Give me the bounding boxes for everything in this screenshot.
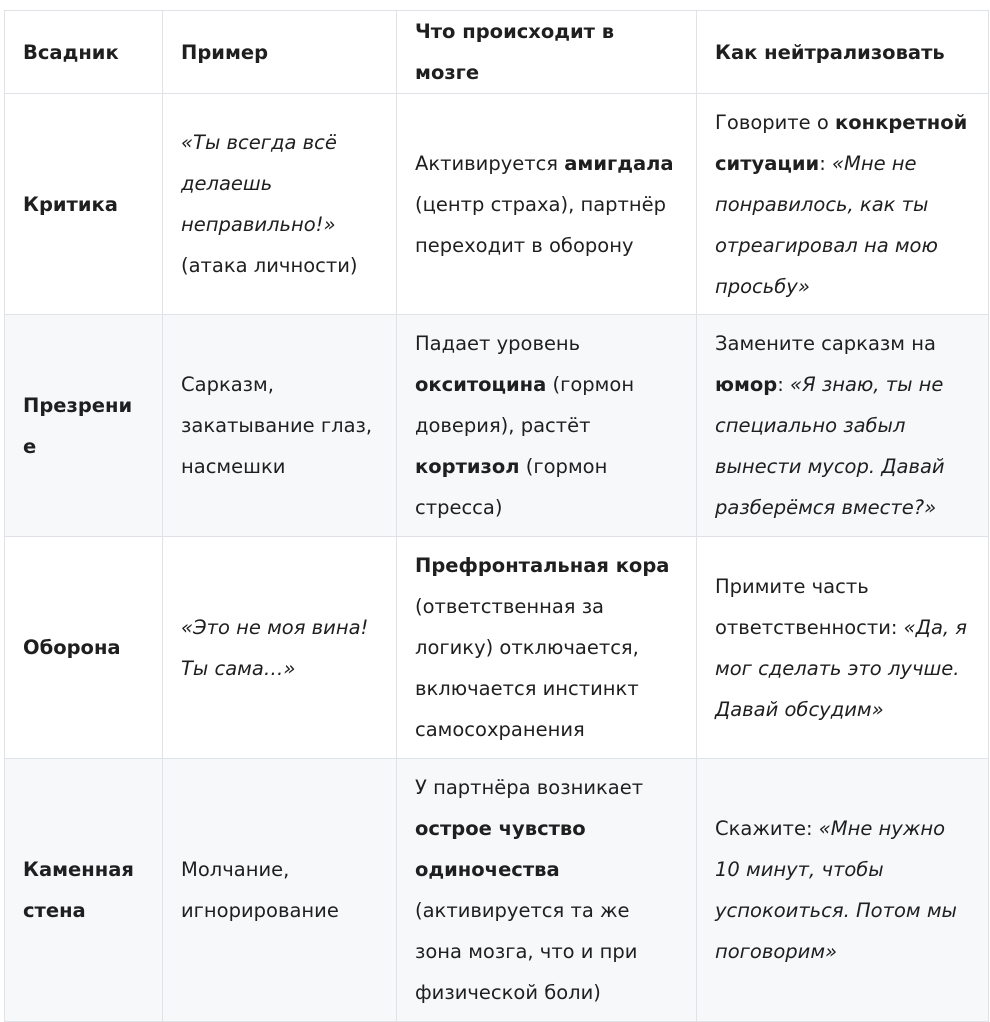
fix-quote: «Мне не понравилось, как ты отреагировал на мою просьбу» (715, 151, 938, 298)
brain-text: (гормон доверия), растёт (415, 373, 635, 437)
header-rider: Всадник (5, 11, 163, 94)
fix-cell (697, 94, 989, 315)
brain-term: окситоцина (415, 373, 547, 396)
example-cell (163, 537, 397, 759)
header-brain: Что происходит в мозге (397, 11, 697, 94)
rider-cell: Каменная стена (5, 759, 163, 1022)
horsemen-table (4, 10, 989, 1022)
brain-term: острое чувство одиночества (415, 817, 586, 881)
fix-term: юмор (715, 373, 778, 396)
fix-text: : (819, 151, 832, 175)
header-row (5, 11, 989, 94)
example-note: (атака личности) (181, 254, 358, 277)
brain-cell (397, 315, 697, 537)
brain-text: Активируется (415, 151, 565, 175)
example-cell: Сарказм, закатывание глаз, насмешки (163, 315, 397, 537)
fix-term: конкретной ситуации (715, 110, 968, 175)
brain-text: У партнёра возникает (415, 776, 644, 799)
brain-cell (397, 537, 697, 759)
brain-term: Префронтальная кора (415, 554, 670, 577)
fix-text: Скажите: (715, 817, 819, 840)
fix-text: Примите часть ответственности: (715, 574, 904, 639)
example-quote: «Ты всегда всё делаешь неправильно!» (181, 131, 337, 236)
fix-text: Замените сарказм на (715, 332, 936, 355)
example-cell: Молчание, игнорирование (163, 759, 397, 1022)
fix-cell (697, 537, 989, 759)
brain-text: (активируется та же зона мозга, что и при физической боли) (415, 899, 638, 1004)
rider-cell: Презрение (5, 315, 163, 537)
brain-text: (гормон стресса) (415, 455, 608, 519)
fix-quote: «Да, я мог сделать это лучше. Давай обсудим» (715, 615, 968, 721)
table-row (5, 537, 989, 759)
example-cell (163, 94, 397, 315)
header-example: Пример (163, 11, 397, 94)
brain-cell (397, 759, 697, 1022)
table-header (5, 11, 989, 94)
brain-term: амигдала (564, 151, 674, 175)
brain-text: (ответственная за логику) отключается, включается инстинкт самосохранения (415, 595, 639, 741)
brain-cell (397, 94, 697, 315)
fix-text: Говорите о (715, 110, 835, 134)
fix-cell (697, 759, 989, 1022)
header-fix: Как нейтрализовать (697, 11, 989, 94)
brain-text: (центр страха), партнёр переходит в оборону (415, 192, 667, 257)
fix-text: : (777, 373, 791, 396)
table-row (5, 315, 989, 537)
fix-cell (697, 315, 989, 537)
rider-cell: Критика (5, 94, 163, 315)
example-quote: «Это не моя вина! Ты сама…» (181, 615, 369, 680)
table-row (5, 759, 989, 1022)
table-row (5, 94, 989, 315)
fix-quote: «Мне нужно 10 минут, чтобы успокоиться. Потом мы поговорим» (715, 817, 957, 963)
table-body (5, 94, 989, 1022)
brain-term: кортизол (415, 455, 520, 478)
brain-text: Падает уровень (415, 332, 581, 355)
rider-cell: Оборона (5, 537, 163, 759)
fix-quote: «Я знаю, ты не специально забыл вынести мусор. Давай разберёмся вместе?» (715, 373, 945, 519)
